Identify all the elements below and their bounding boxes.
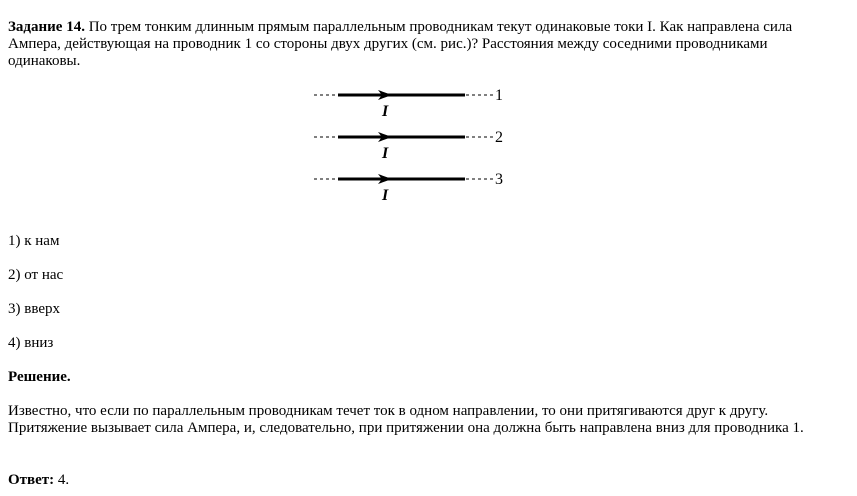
task-label: Задание 14. <box>8 19 85 35</box>
wire-1 <box>314 87 503 120</box>
wires-diagram <box>308 76 528 206</box>
task-statement <box>8 19 838 70</box>
wire-number-2: 2 <box>495 129 503 146</box>
wire-number-1: 1 <box>495 87 503 104</box>
task-text: По трем тонким длинным прямым параллельным проводникам текут одинаковые токи I. Как направлена сила Ампера, действующая на проводник 1 со стороны двух других (см. рис.)? Расстояния между соседними проводниками одинаковы. <box>8 19 793 69</box>
answer-label: Ответ: <box>8 472 55 488</box>
solution-text: Известно, что если по параллельным проводникам течет ток в одном направлении, то они притягиваются друг к другу. Притяжение вызывает сила Ампера, и, следовательно, при притяжении она должна быть направлена вниз для проводника 1. <box>8 403 804 436</box>
current-label-2: I <box>382 145 389 162</box>
page-content <box>8 19 838 206</box>
wire-2 <box>314 129 503 162</box>
current-label-1: I <box>382 103 389 120</box>
current-label-3: I <box>382 187 389 204</box>
wires-figure <box>8 76 838 206</box>
option-3: 3) вверх <box>8 301 60 317</box>
option-4: 4) вниз <box>8 335 54 351</box>
option-2: 2) от нас <box>8 267 64 283</box>
wire-3 <box>314 171 503 204</box>
answer <box>8 472 69 489</box>
solution-title: Решение. <box>8 369 71 385</box>
wire-number-3: 3 <box>495 171 503 188</box>
option-1: 1) к нам <box>8 233 60 249</box>
answer-value: 4. <box>54 472 70 488</box>
